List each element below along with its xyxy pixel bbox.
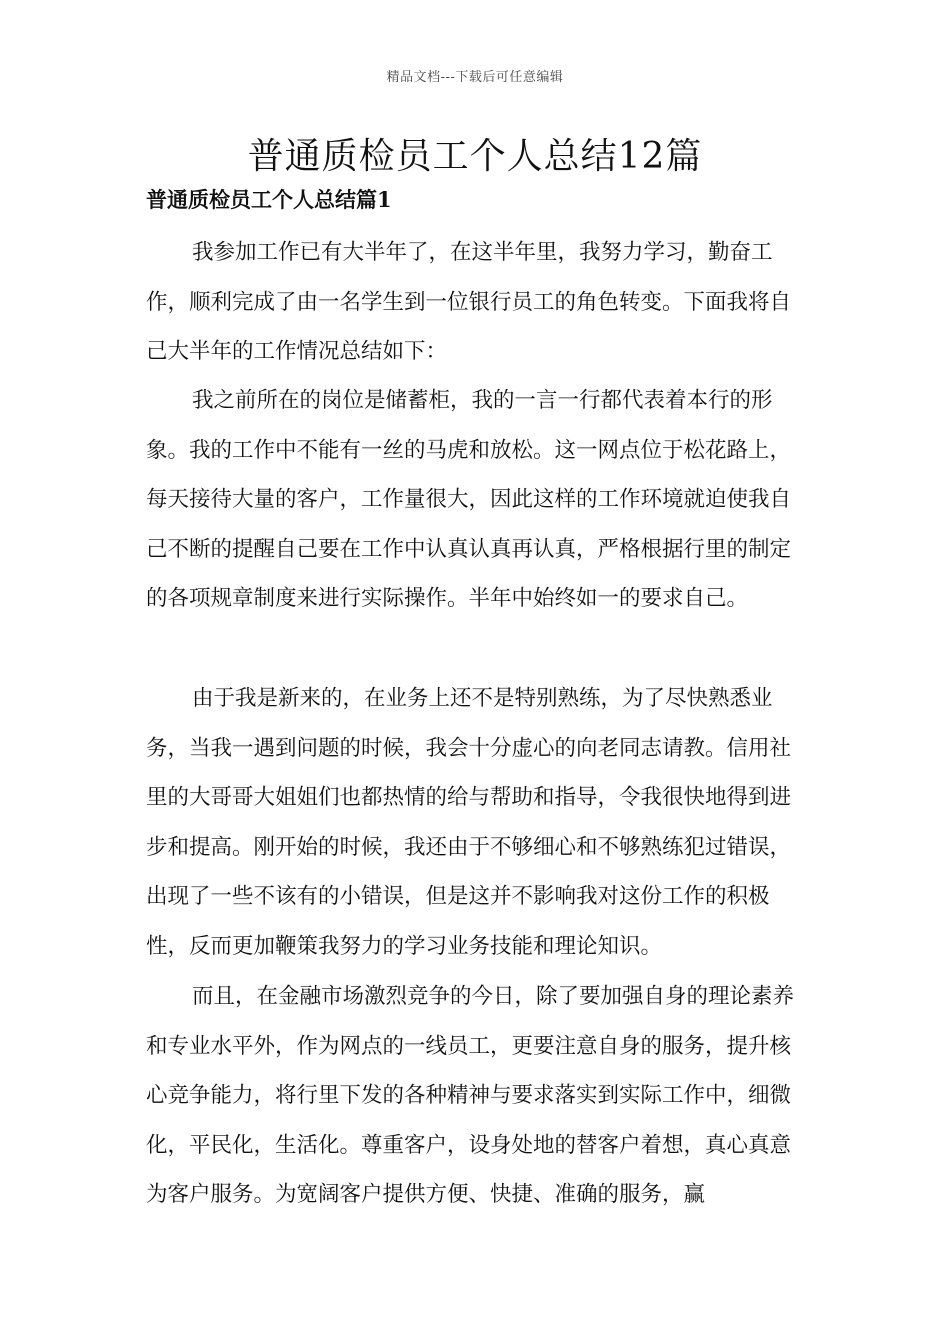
paragraph-text: 我之前所在的岗位是储蓄柜，我的一言一行都代表着本行的形象。我的工作中不能有一丝的马虎和放松。这一网点位于松花路上，每天接待大量的客户，工作量很大，因此这样的工作环境就迫使我自己不断的提醒自己要在工作中认真认真再认真，严格根据行里的制定的各项规章制度来进行实际操作。半年中始终如一的要求自己。 xyxy=(146,388,792,611)
paragraph xyxy=(146,674,812,971)
paragraph xyxy=(146,228,812,377)
paragraph xyxy=(146,972,812,1220)
paragraph-text: 而且，在金融市场激烈竞争的今日，除了要加强自身的理论素养和专业水平外，作为网点的一线员工，更要注意自身的服务，提升核心竞争能力，将行里下发的各种精神与要求落实到实际工作中，细微化，平民化，生活化。尊重客户，设身处地的替客户着想，真心真意为客户服务。为宽阔客户提供方便、快捷、准确的服务，赢 xyxy=(146,984,795,1207)
paragraph-text: 我参加工作已有大半年了，在这半年里，我努力学习，勤奋工作，顺利完成了由一名学生到一位银行员工的角色转变。下面我将自己大半年的工作情况总结如下： xyxy=(146,240,792,364)
section-heading: 普通质检员工个人总结篇1 xyxy=(146,187,392,212)
paragraph xyxy=(146,376,812,624)
document-title: 普通质检员工个人总结12篇 xyxy=(247,136,703,177)
header-note: 精品文档---下载后可任意编辑 xyxy=(386,70,564,85)
paragraph-text: 由于我是新来的，在业务上还不是特别熟练，为了尽快熟悉业务，当我一遇到问题的时候，我会十分虚心的向老同志请教。信用社里的大哥哥大姐姐们也都热情的给与帮助和指导，令我很快地得到进步和提高。刚开始的时候，我还由于不够细心和不够熟练犯过错误，出现了一些不该有的小错误，但是这并不影响我对这份工作的积极性，反而更加鞭策我努力的学习业务技能和理论知识。 xyxy=(146,686,792,959)
